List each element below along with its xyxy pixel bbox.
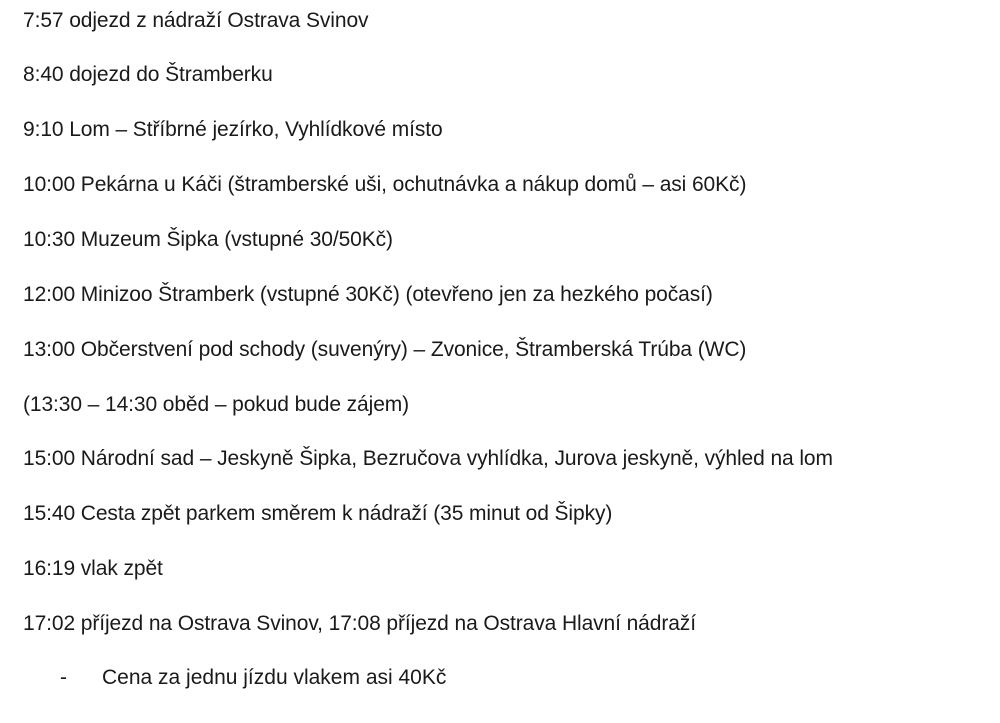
itinerary-line: 7:57 odjezd z nádraží Ostrava Svinov — [23, 9, 369, 32]
itinerary-line: 17:02 příjezd na Ostrava Svinov, 17:08 příjezd na Ostrava Hlavní nádraží — [23, 612, 696, 635]
itinerary-line: 10:00 Pekárna u Káči (štramberské uši, ochutnávka a nákup domů – asi 60Kč) — [23, 173, 747, 196]
itinerary-line: 15:40 Cesta zpět parkem směrem k nádraží (35 minut od Šipky) — [23, 502, 613, 525]
itinerary-line: 16:19 vlak zpět — [23, 557, 163, 580]
bullet-item — [60, 665, 446, 691]
bullet-marker: - — [60, 666, 67, 689]
itinerary-line: (13:30 – 14:30 oběd – pokud bude zájem) — [23, 393, 410, 416]
bullet-text: Cena za jednu jízdu vlakem asi 40Kč — [102, 666, 447, 689]
itinerary-line: 10:30 Muzeum Šipka (vstupné 30/50Kč) — [23, 228, 393, 251]
itinerary-line: 15:00 Národní sad – Jeskyně Šipka, Bezručova vyhlídka, Jurova jeskyně, výhled na lom — [23, 447, 833, 470]
itinerary-line: 13:00 Občerstvení pod schody (suvenýry) – Zvonice, Štramberská Trúba (WC) — [23, 338, 747, 361]
itinerary-line: 8:40 dojezd do Štramberku — [23, 63, 273, 86]
itinerary-line: 12:00 Minizoo Štramberk (vstupné 30Kč) (otevřeno jen za hezkého počasí) — [23, 283, 713, 306]
itinerary-line: 9:10 Lom – Stříbrné jezírko, Vyhlídkové místo — [23, 118, 443, 141]
